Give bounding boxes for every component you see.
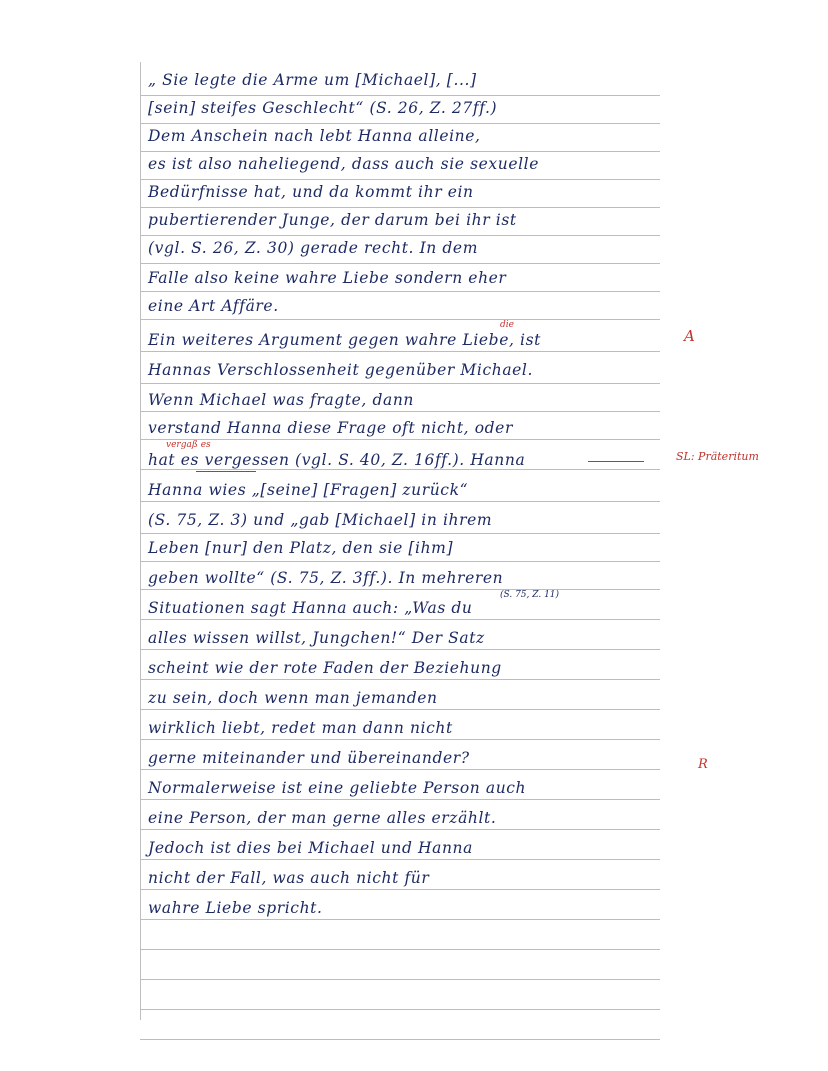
margin-note-R: R [698,757,708,772]
text-line: zu sein, doch wenn man jemanden [148,689,438,707]
text-line: verstand Hanna diese Frage oft nicht, oder [148,419,513,437]
text-line: Hannas Verschlossenheit gegenüber Michael. [148,361,534,379]
red-underline [196,471,256,472]
text-line: es ist also naheliegend, dass auch sie sexuelle [148,155,539,173]
text-line: alles wissen willst, Jungchen!“ Der Satz [148,629,485,647]
text-line: Normalerweise ist eine geliebte Person auch [148,779,527,797]
margin-note-SL: SL: Präteritum [676,450,759,463]
text-line: nicht der Fall, was auch nicht für [148,869,430,887]
text-line: Situationen sagt Hanna auch: „Was du [148,599,473,617]
text-line: (S. 75, Z. 3) und „gab [Michael] in ihrem [148,511,493,529]
text-line: pubertierender Junge, der darum bei ihr ist [148,211,517,229]
insert-note-citation: (S. 75, Z. 11) [500,590,560,600]
text-line: eine Art Affäre. [148,297,279,315]
text-line: Wenn Michael was fragte, dann [148,391,415,409]
ruled-line [140,922,660,950]
text-line: Jedoch ist dies bei Michael und Hanna [148,839,473,857]
text-line: eine Person, der man gerne alles erzählt. [148,809,497,827]
text-line: „ Sie legte die Arme um [Michael], [...] [148,71,477,89]
text-line: wahre Liebe spricht. [148,899,323,917]
text-line: wirklich liebt, redet man dann nicht [148,719,453,737]
text-line: [sein] steifes Geschlecht“ (S. 26, Z. 27ff.) [148,99,498,117]
text-line: Bedürfnisse hat, und da kommt ihr ein [148,183,474,201]
insert-note-vergass: vergaß es [166,440,211,450]
text-line: Hanna wies „[seine] [Fragen] zurück“ [148,481,469,499]
margin-note-A: A [684,327,695,345]
ruled-line [140,1012,660,1040]
text-line: Falle also keine wahre Liebe sondern eher [148,269,507,287]
text-line: scheint wie der rote Faden der Beziehung [148,659,502,677]
text-line: (vgl. S. 26, Z. 30) gerade recht. In dem [148,239,479,257]
text-line: Leben [nur] den Platz, den sie [ihm] [148,539,454,557]
text-line: hat es vergessen (vgl. S. 40, Z. 16ff.). Hanna [148,451,526,469]
text-line: geben wollte“ (S. 75, Z. 3ff.). In mehreren [148,569,504,587]
text-line: gerne miteinander und übereinander? [148,749,470,767]
text-line: Ein weiteres Argument gegen wahre Liebe, ist [148,331,541,349]
red-strike [588,461,644,462]
ruled-line [140,952,660,980]
ruled-line [140,982,660,1010]
insert-note-die: die [500,320,514,330]
text-line: Dem Anschein nach lebt Hanna alleine, [148,127,481,145]
